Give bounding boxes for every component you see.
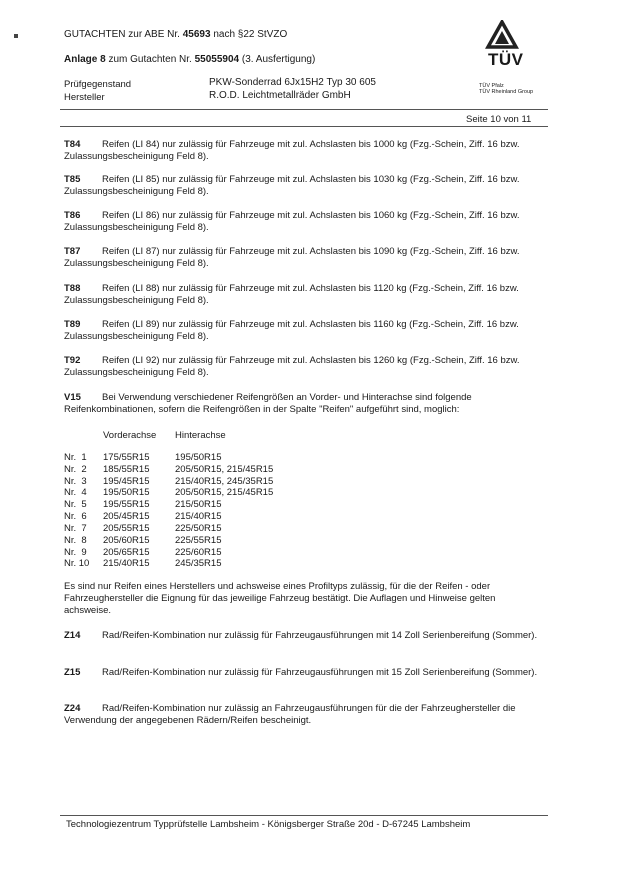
note-code: T87 (64, 246, 81, 257)
front-tyre: 195/55R15 (103, 499, 150, 510)
logo-sub1: TÜV Pfalz (479, 83, 504, 89)
rear-tyre: 215/40R15 (175, 511, 222, 522)
abe-number: 45693 (182, 29, 211, 40)
note-t86 (64, 210, 542, 234)
row-number: Nr. 2 (64, 464, 87, 475)
note-code: Z24 (64, 703, 81, 714)
front-tyre: 195/50R15 (103, 487, 150, 498)
rear-tyre: 195/50R15 (175, 452, 222, 463)
front-tyre: 205/55R15 (103, 523, 150, 534)
row-number: Nr. 10 (64, 558, 90, 569)
note-code: Z14 (64, 630, 81, 641)
header-divider (60, 109, 548, 110)
document-title (64, 29, 287, 40)
annex-line (64, 54, 315, 65)
annex-mid: zum Gutachten Nr. (108, 54, 192, 65)
annex-suffix: (3. Ausfertigung) (241, 54, 316, 65)
note-z24 (64, 703, 542, 727)
front-tyre: 175/55R15 (103, 452, 150, 463)
note-code: T85 (64, 174, 81, 185)
column-header-rear: Hinterachse (175, 430, 226, 441)
row-number: Nr. 1 (64, 452, 87, 463)
punch-mark (14, 34, 18, 38)
footer-address: Technologiezentrum Typprüfstelle Lambsheim - Königsberger Straße 20d - D-67245 Lambsheim (66, 819, 471, 830)
tuev-triangle-icon (474, 20, 544, 52)
note-t88 (64, 283, 542, 307)
front-tyre: 215/40R15 (103, 558, 150, 569)
note-code: T84 (64, 139, 81, 150)
rear-tyre: 205/50R15, 215/45R15 (175, 487, 274, 498)
title-suffix: nach §22 StVZO (213, 29, 288, 40)
note-z14 (64, 630, 542, 642)
note-text: Bei Verwendung verschiedener Reifengrößen an Vorder- und Hinterachse sind folgende Reifenkombinationen, sofern die Reifengrößen in der Spalte "Reifen" aufgeführt sind, moglich: (64, 392, 472, 415)
header-divider-2 (60, 126, 548, 127)
footer-divider (60, 815, 548, 816)
tuev-logo (474, 20, 544, 100)
note-z15 (64, 667, 542, 679)
note-text: Reifen (LI 89) nur zulässig für Fahrzeuge mit zul. Achslasten bis 1160 kg (Fzg.-Schein, Ziff. 16 bzw. Zulassungsbescheinigung Feld 8). (64, 319, 519, 342)
general-paragraph: Es sind nur Reifen eines Herstellers und achsweise eines Profiltyps zulässig, für die der Reifen - oder Fahrzeughersteller die Eignung für das jeweilige Fahrzeug bestätigt. Die Auflagen und Hinweise gelten achsweise. (64, 581, 496, 616)
rear-tyre: 225/50R15 (175, 523, 222, 534)
front-tyre: 195/45R15 (103, 476, 150, 487)
annex-label: Anlage 8 (64, 54, 106, 65)
rear-tyre: 215/40R15, 245/35R15 (175, 476, 274, 487)
note-text: Reifen (LI 84) nur zulässig für Fahrzeuge mit zul. Achslasten bis 1000 kg (Fzg.-Schein, Ziff. 16 bzw. Zulassungsbescheinigung Feld 8). (64, 139, 520, 162)
subject-value: PKW-Sonderrad 6Jx15H2 Typ 30 605 (209, 77, 376, 88)
logo-sub2: TÜV Rheinland Group (479, 89, 534, 95)
front-tyre: 205/60R15 (103, 535, 150, 546)
note-text: Rad/Reifen-Kombination nur zulässig für Fahrzeugausführungen mit 15 Zoll Serienbereifung (Sommer). (102, 667, 538, 678)
title-prefix: GUTACHTEN zur ABE Nr. (64, 29, 180, 40)
row-number: Nr. 9 (64, 547, 87, 558)
note-t85 (64, 174, 542, 198)
subject-label: Prüfgegenstand (64, 79, 132, 90)
row-number: Nr. 7 (64, 523, 87, 534)
note-code: T88 (64, 283, 81, 294)
rear-tyre: 245/35R15 (175, 558, 222, 569)
note-code: T86 (64, 210, 81, 221)
page-number: Seite 10 von 11 (466, 114, 532, 125)
row-number: Nr. 4 (64, 487, 87, 498)
rear-tyre: 225/55R15 (175, 535, 222, 546)
note-text: Reifen (LI 86) nur zulässig für Fahrzeuge mit zul. Achslasten bis 1060 kg (Fzg.-Schein, Ziff. 16 bzw. Zulassungsbescheinigung Feld 8). (64, 210, 520, 233)
note-text: Rad/Reifen-Kombination nur zulässig für Fahrzeugausführungen mit 14 Zoll Serienbereifung (Sommer). (102, 630, 538, 641)
note-t89 (64, 319, 542, 343)
report-number: 55055904 (194, 54, 240, 65)
note-t87 (64, 246, 542, 270)
note-code: T92 (64, 355, 81, 366)
note-text: Rad/Reifen-Kombination nur zulässig an Fahrzeugausführungen für die der Fahrzeughersteller die Verwendung der angegebenen Rädern/Reifen bescheinigt. (64, 703, 516, 726)
rear-tyre: 215/50R15 (175, 499, 222, 510)
note-t84 (64, 139, 542, 163)
row-number: Nr. 5 (64, 499, 87, 510)
row-number: Nr. 3 (64, 476, 87, 487)
front-tyre: 205/45R15 (103, 511, 150, 522)
maker-value: R.O.D. Leichtmetallräder GmbH (209, 90, 351, 101)
note-code: V15 (64, 392, 81, 403)
note-text: Reifen (LI 88) nur zulässig für Fahrzeuge mit zul. Achslasten bis 1120 kg (Fzg.-Schein, Ziff. 16 bzw. Zulassungsbescheinigung Feld 8). (64, 283, 519, 306)
note-code: T89 (64, 319, 81, 330)
note-text: Reifen (LI 87) nur zulässig für Fahrzeuge mit zul. Achslasten bis 1090 kg (Fzg.-Schein, Ziff. 16 bzw. Zulassungsbescheinigung Feld 8). (64, 246, 520, 269)
rear-tyre: 205/50R15, 215/45R15 (175, 464, 274, 475)
column-header-front: Vorderachse (103, 430, 157, 441)
maker-label: Hersteller (64, 92, 105, 103)
logo-text: TÜV (488, 50, 524, 69)
row-number: Nr. 6 (64, 511, 87, 522)
row-number: Nr. 8 (64, 535, 87, 546)
rear-tyre: 225/60R15 (175, 547, 222, 558)
front-tyre: 185/55R15 (103, 464, 150, 475)
note-text: Reifen (LI 85) nur zulässig für Fahrzeuge mit zul. Achslasten bis 1030 kg (Fzg.-Schein, Ziff. 16 bzw. Zulassungsbescheinigung Feld 8). (64, 174, 520, 197)
note-code: Z15 (64, 667, 81, 678)
note-v15 (64, 392, 542, 416)
note-t92 (64, 355, 542, 379)
front-tyre: 205/65R15 (103, 547, 150, 558)
note-text: Reifen (LI 92) nur zulässig für Fahrzeuge mit zul. Achslasten bis 1260 kg (Fzg.-Schein, Ziff. 16 bzw. Zulassungsbescheinigung Feld 8). (64, 355, 520, 378)
